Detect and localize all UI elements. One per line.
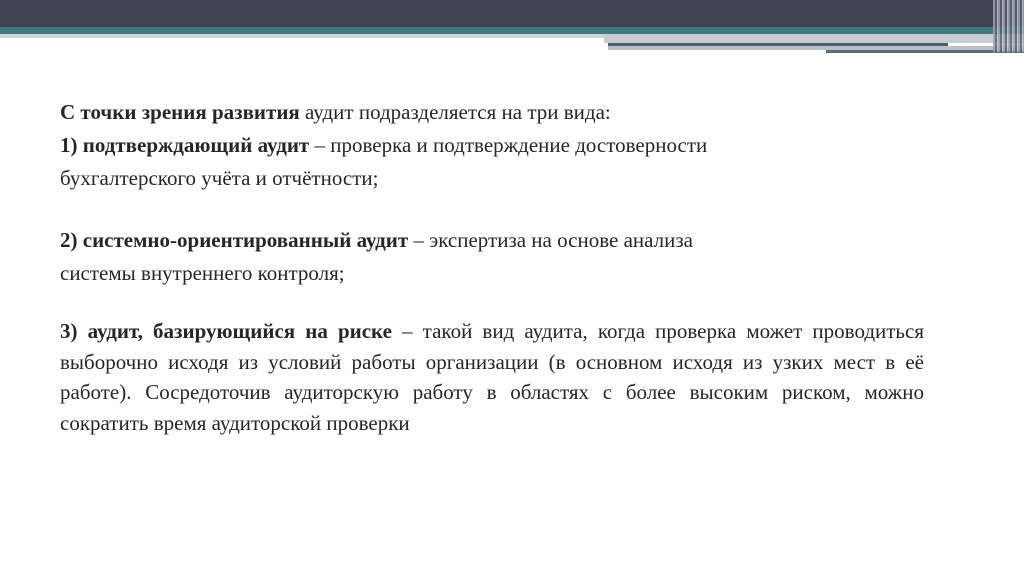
intro-paragraph: [60, 96, 924, 129]
item-3-text: – такой вид аудита, когда проверка может проводиться выборочно исходя из условий работы организации (в основном исходя из узких мест в её работе). Сосредоточив аудиторскую работу в областях с более высоким риском, можно сократить время аудиторской проверки: [60, 319, 924, 435]
header-right-block: [604, 34, 1024, 43]
header-light-strip: [0, 34, 604, 38]
spacer: [60, 290, 924, 316]
intro-bold: С точки зрения развития: [60, 100, 300, 124]
item-2-text: – экспертиза на основе анализа: [408, 228, 693, 252]
slide-body: [60, 96, 924, 438]
item-1-continued: бухгалтерского учёта и отчётности;: [60, 166, 379, 190]
item-1-title: 1) подтверждающий аудит: [60, 133, 310, 157]
spacer: [60, 195, 924, 224]
item-3: [60, 316, 924, 438]
item-3-title: 3) аудит, базирующийся на риске: [60, 319, 392, 343]
header-bar: [0, 0, 1024, 27]
item-1-text: – проверка и подтверждение достоверности: [309, 133, 708, 157]
item-2-title: 2) системно-ориентированный аудит: [60, 228, 409, 252]
header-accent-bar: [0, 27, 1024, 34]
item-1: [60, 129, 924, 162]
item-2-continued: системы внутреннего контроля;: [60, 261, 345, 285]
header-vertical-lines: [993, 0, 1024, 52]
intro-text: аудит подразделяется на три вида:: [299, 100, 611, 124]
item-2: [60, 224, 924, 257]
